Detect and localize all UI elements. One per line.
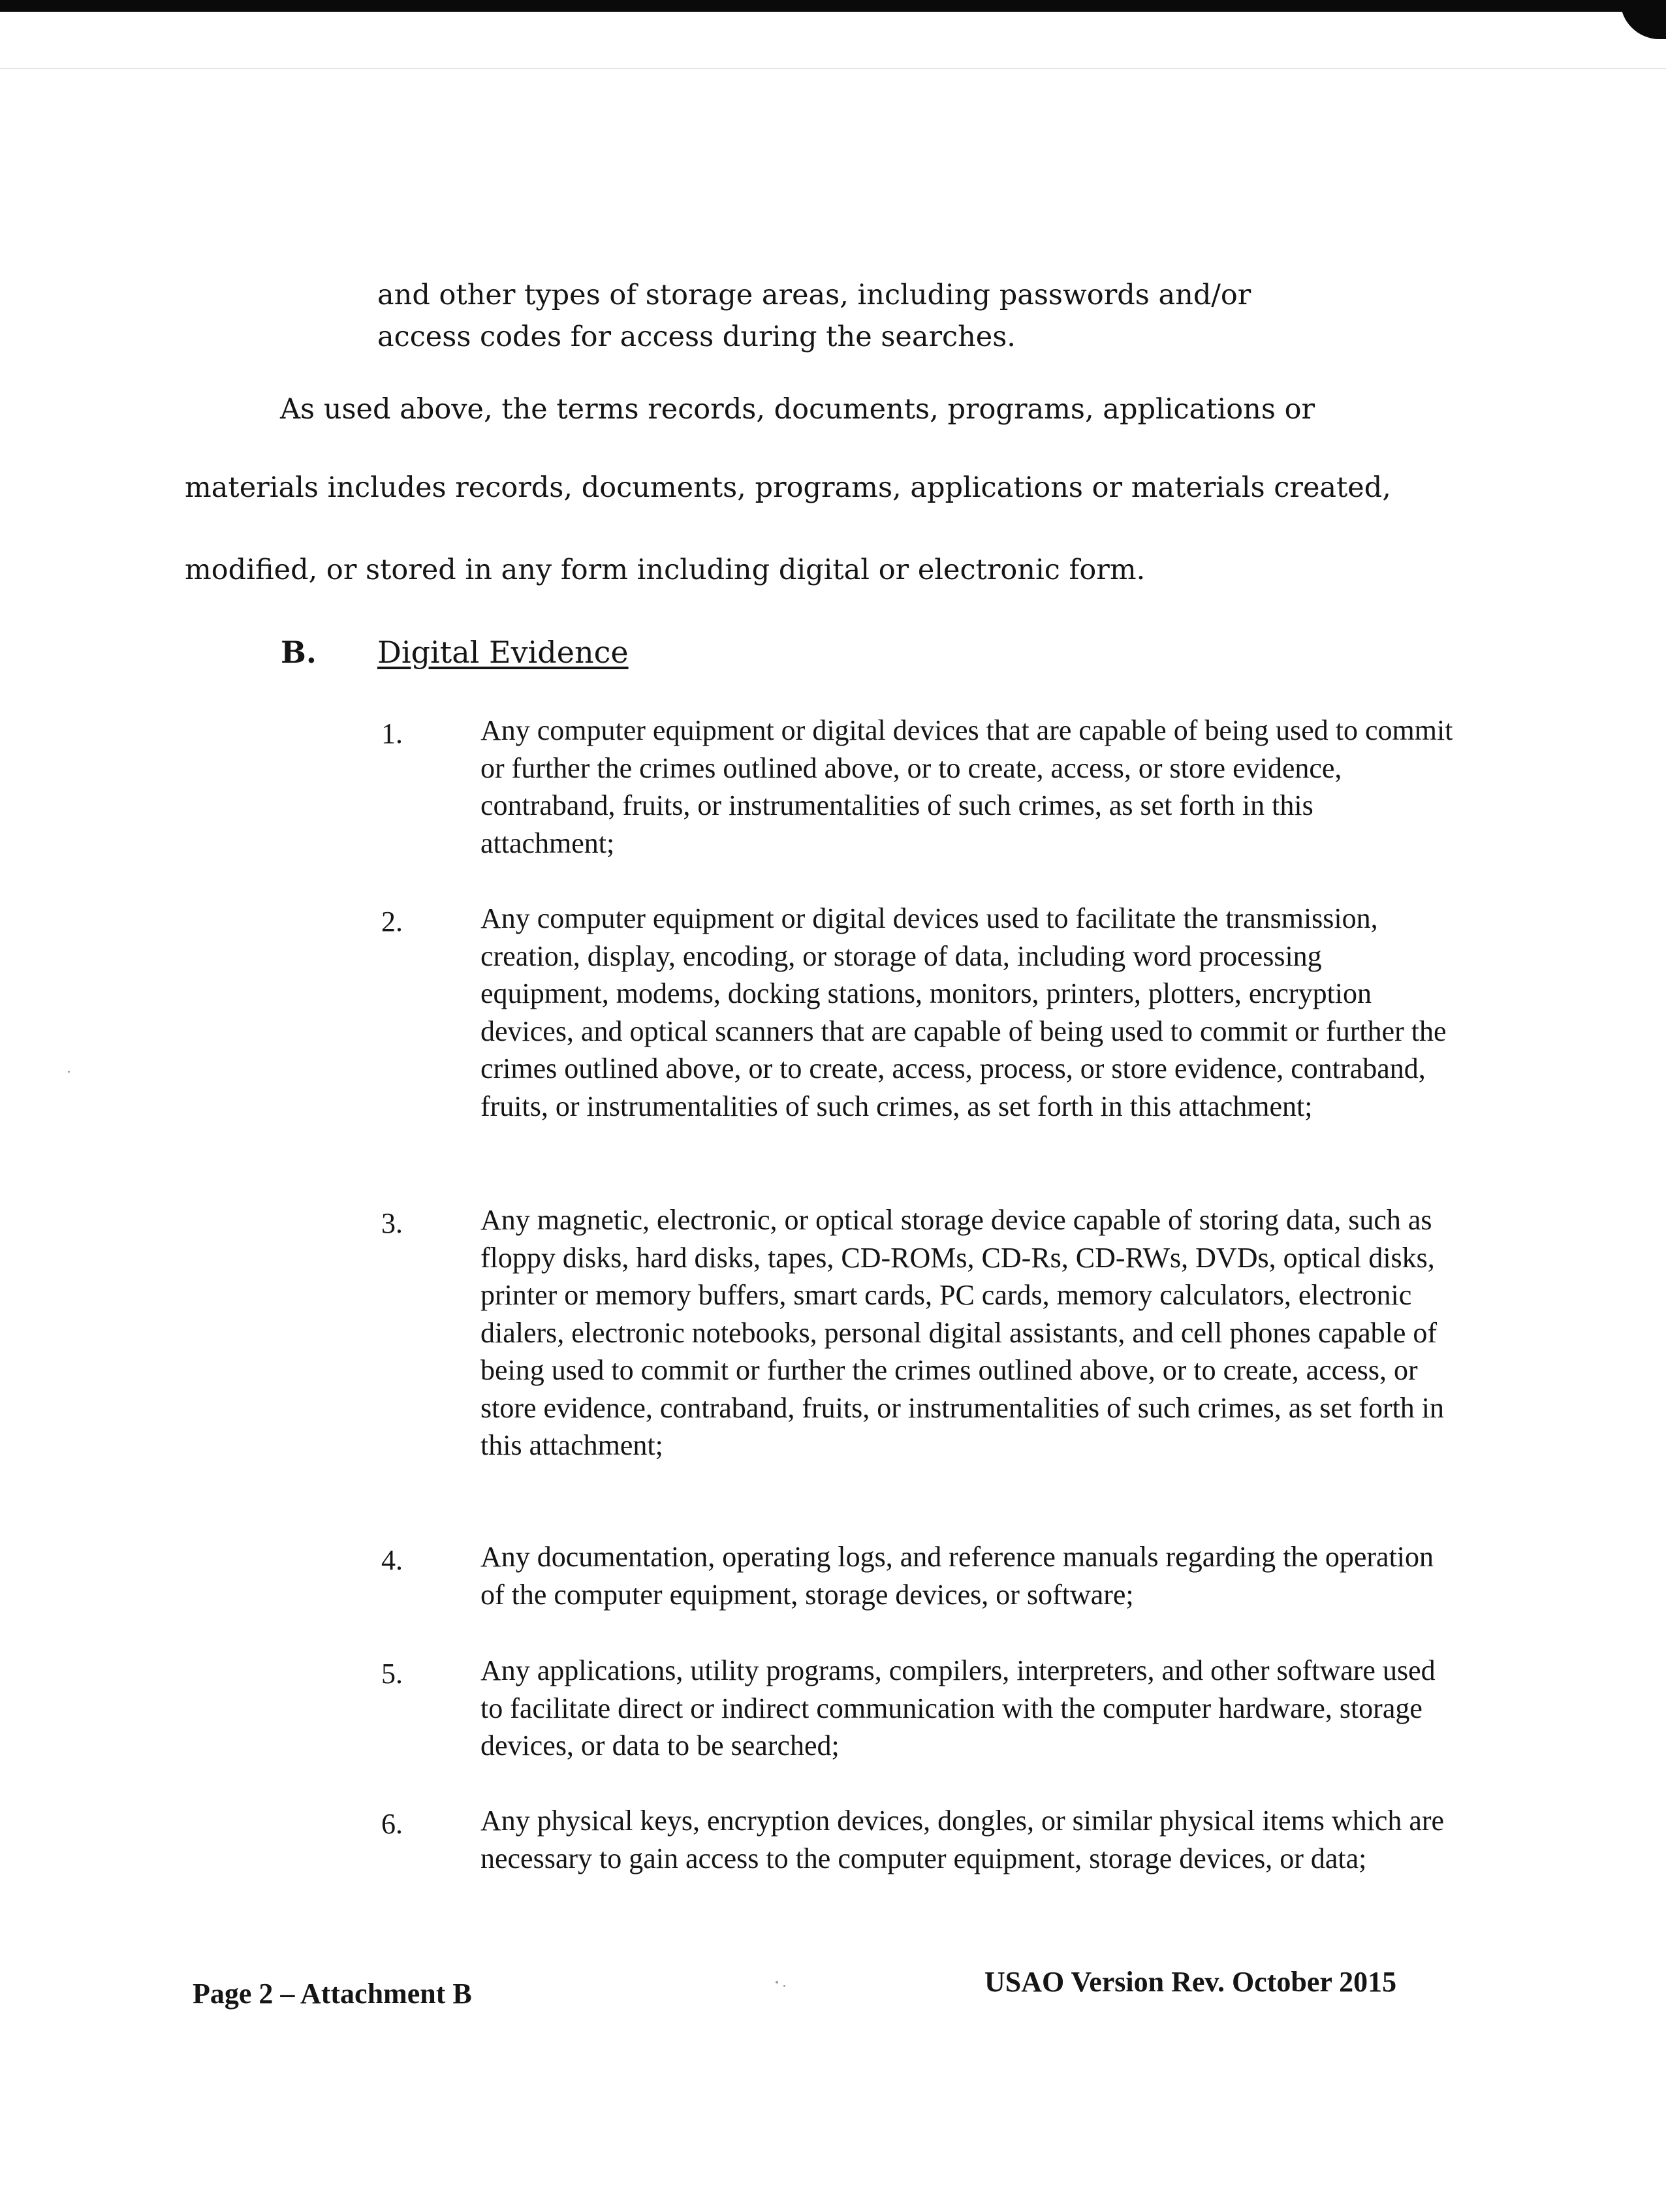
section-title: Digital Evidence	[377, 635, 629, 670]
list-item-number: 4.	[381, 1544, 403, 1576]
list-item-text: Any physical keys, encryption devices, dongles, or similar physical items which are necessary to gain access to the computer equipment, storage devices, or data;	[480, 1805, 1445, 1874]
list-item-text: Any documentation, operating logs, and reference manuals regarding the operation of the computer equipment, storage devices, or software;	[480, 1541, 1434, 1611]
list-item-text: Any computer equipment or digital devices used to facilitate the transmission, creation, display, encoding, or storage of data, including word processing equipment, modems, docking stations, monitors, printers, plotters, encryption devices, and optical scanners that are capable of being used to commit or further the crimes outlined above, or to create, access, process, or store evidence, contraband, fruits, or instrumentalities of such crimes, as set forth in this attachment;	[480, 902, 1447, 1122]
list-item-text: Any applications, utility programs, compilers, interpreters, and other software used to facilitate direct or indirect communication with the computer hardware, storage devices, or data to be searched;	[480, 1654, 1436, 1762]
scan-top-edge	[0, 0, 1666, 12]
list-item-text: Any magnetic, electronic, or optical storage device capable of storing data, such as floppy disks, hard disks, tapes, CD-ROMs, CD-Rs, CD-RWs, DVDs, optical disks, printer or memory buffers, smart cards, PC cards, memory calculators, electronic dialers, electronic notebooks, personal digital assistants, and cell phones capable of being used to commit or further the crimes outlined above, or to create, access, or store evidence, contraband, fruits, or instrumentalities of such crimes, as set forth in this attachment;	[480, 1204, 1445, 1461]
scan-speck	[776, 1981, 778, 1983]
scan-speck	[783, 1985, 785, 1987]
definition-line-3: modified, or stored in any form including digital or electronic form.	[185, 554, 1146, 586]
list-item-number: 5.	[381, 1658, 403, 1690]
scan-corner-shadow	[1620, 0, 1666, 39]
scan-speck	[68, 1071, 70, 1073]
intro-line-1: and other types of storage areas, including passwords and/or	[377, 279, 1251, 311]
footer-version-label: USAO Version Rev. October 2015	[984, 1966, 1397, 1998]
list-item-number: 2.	[381, 906, 403, 938]
list-item-number: 6.	[381, 1808, 403, 1840]
footer-page-label: Page 2 – Attachment B	[193, 1978, 472, 2010]
section-letter: B.	[281, 635, 317, 670]
scan-edge-line	[0, 68, 1666, 69]
intro-line-2: access codes for access during the searches.	[377, 321, 1016, 353]
definition-line-1: As used above, the terms records, documents, programs, applications or	[280, 393, 1315, 426]
continued-list-text	[377, 274, 1487, 358]
list-item-text: Any computer equipment or digital devices that are capable of being used to commit or further the crimes outlined above, or to create, access, or store evidence, contraband, fruits, or instrumentalities of such crimes, as set forth in this attachment;	[480, 714, 1453, 859]
list-item-number: 3.	[381, 1207, 403, 1239]
definition-line-2: materials includes records, documents, programs, applications or materials created,	[185, 471, 1391, 504]
list-item-number: 1.	[381, 718, 403, 750]
